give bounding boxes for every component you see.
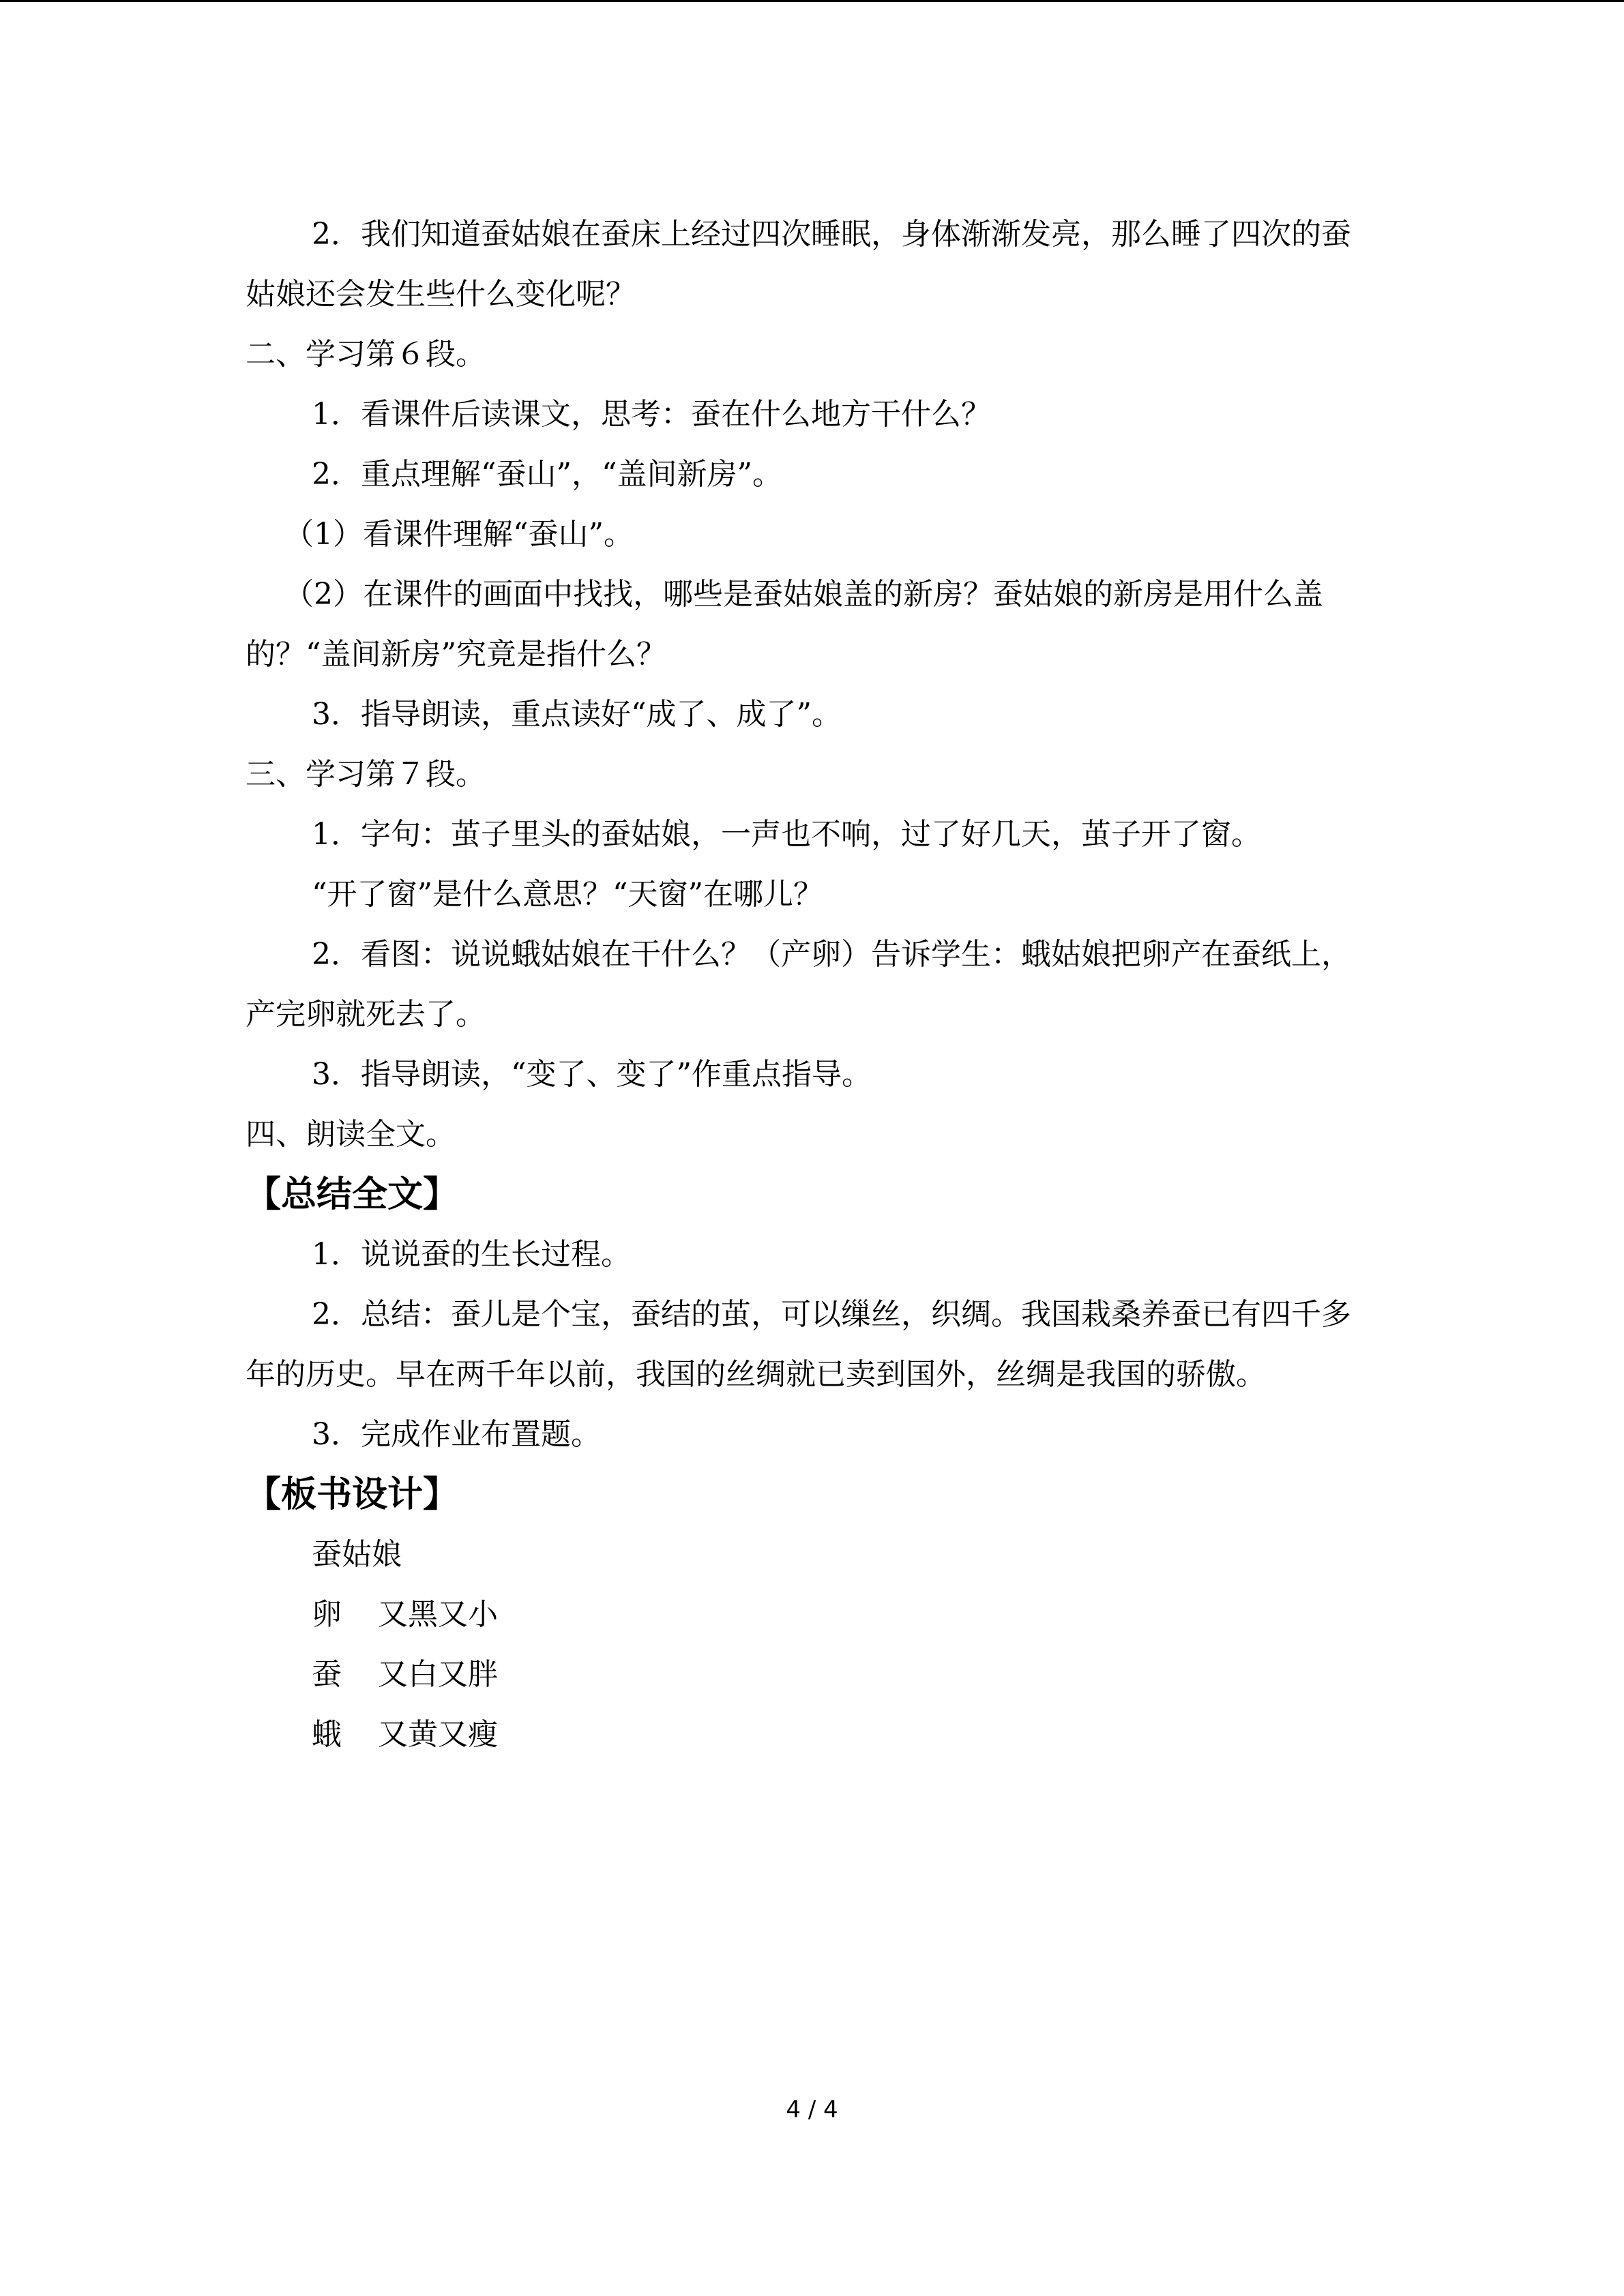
section-heading-paragraph-6: 二、学习第６段。 <box>246 337 486 372</box>
board-title: 蚕姑娘 <box>312 1537 402 1572</box>
paragraph-step-1: 1．看课件后读课文，思考：蚕在什么地方干什么？ <box>312 397 991 432</box>
board-description: 又黄又瘦 <box>378 1717 498 1752</box>
document-body <box>246 205 1378 1765</box>
paragraph-reading-guide: 3．指导朗读，“变了、变了”作重点指导。 <box>312 1057 872 1092</box>
board-row-silkworm <box>246 1645 1378 1705</box>
board-row-egg <box>246 1585 1378 1645</box>
board-row-moth <box>246 1705 1378 1765</box>
board-design-heading: 【板书设计】 <box>246 1474 459 1515</box>
summary-heading: 【总结全文】 <box>246 1174 459 1215</box>
paragraph-step-3: 3．指导朗读，重点读好“成了、成了”。 <box>312 697 842 732</box>
summary-item: 2．总结：蚕儿是个宝，蚕结的茧，可以缫丝，织绸。我国栽桑养蚕已有四千多年的历史。早在两千年以前，我国的丝绸就已卖到国外，丝绸是我国的骄傲。 <box>246 1297 1351 1392</box>
board-stage: 蚕 <box>312 1657 342 1692</box>
board-description: 又黑又小 <box>378 1597 498 1632</box>
summary-item: 3．完成作业布置题。 <box>312 1417 601 1452</box>
board-stage: 蛾 <box>312 1717 342 1752</box>
paragraph-question-change: 2．我们知道蚕姑娘在蚕床上经过四次睡眠，身体渐渐发亮，那么睡了四次的蚕姑娘还会发生些什么变化呢？ <box>246 217 1351 312</box>
summary-item: 1．说说蚕的生长过程。 <box>312 1237 631 1272</box>
top-border-line <box>0 0 1624 2</box>
paragraph-sentence: 1．字句：茧子里头的蚕姑娘，一声也不响，过了好几天，茧子开了窗。 <box>312 817 1261 852</box>
page-number: 4 / 4 <box>786 2096 838 2123</box>
paragraph-step-2: 2．重点理解“蚕山”，“盖间新房”。 <box>312 457 782 492</box>
section-heading-paragraph-7: 三、学习第７段。 <box>246 757 486 792</box>
paragraph-picture: 2．看图：说说蛾姑娘在干什么？（产卵）告诉学生：蛾姑娘把卵产在蚕纸上，产完卵就死去了。 <box>246 937 1351 1032</box>
board-description: 又白又胖 <box>378 1657 498 1692</box>
paragraph-window-question: “开了窗”是什么意思？“天窗”在哪儿？ <box>312 877 823 912</box>
paragraph-substep-2: （2）在课件的画面中找找，哪些是蚕姑娘盖的新房？蚕姑娘的新房是用什么盖的？“盖间新房”究竟是指什么？ <box>246 577 1323 672</box>
paragraph-substep-1: （1）看课件理解“蚕山”。 <box>284 517 634 552</box>
section-heading-read-all: 四、朗读全文。 <box>246 1117 456 1152</box>
board-stage: 卵 <box>312 1597 342 1632</box>
